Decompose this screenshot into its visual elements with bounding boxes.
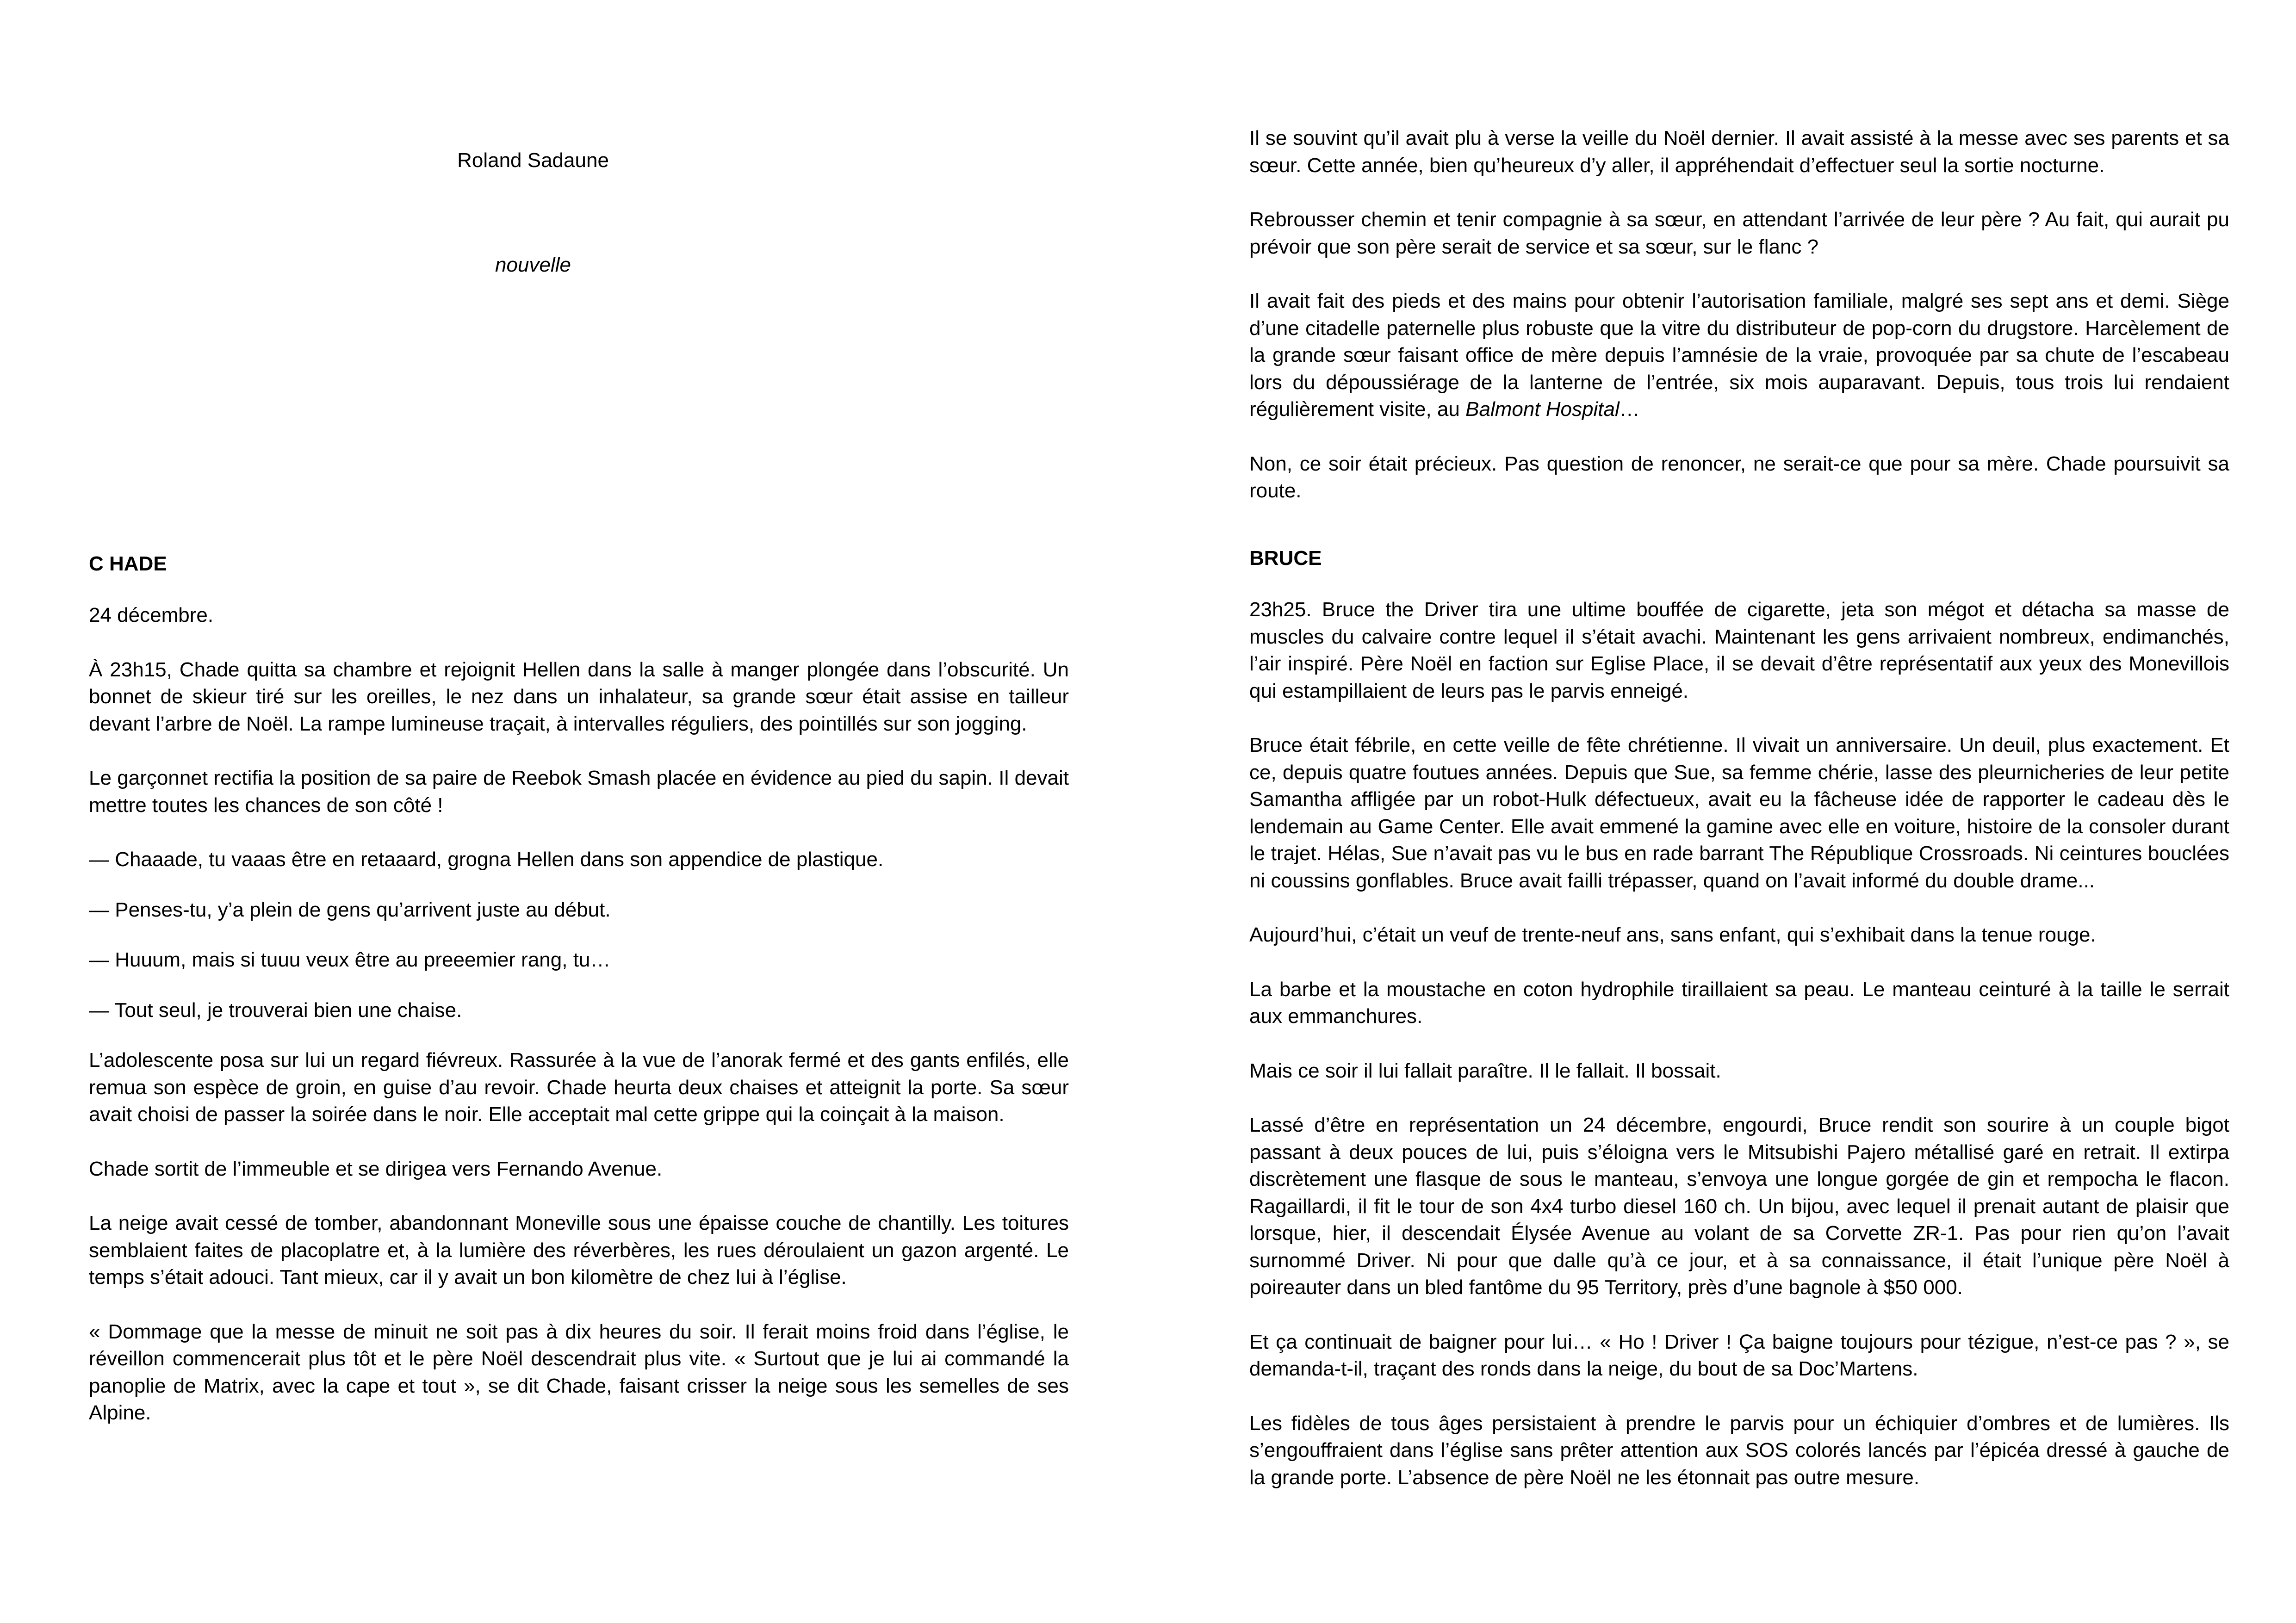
- paragraph: Bruce était fébrile, en cette veille de fête chrétienne. Il vivait un anniversaire. Un deuil, plus exactement. Et ce, depuis quatre foutues années. Depuis que Sue, sa femme chérie, lasse des pleurnicheries de leur petite Samantha affligée par un robot-Hulk défectueux, avait eu la fâcheuse idée de rapporter le cadeau dès le lendemain au Game Center. Elle avait emmené la gamine avec elle en voiture, histoire de la consoler durant le trajet. Hélas, Sue n’avait pas vu le bus en rade barrant The République Crossroads. Ni ceintures bouclées ni coussins gonflables. Bruce avait failli trépasser, quand on l’avait informé du double drame...: [1249, 734, 2229, 892]
- dialogue-line: — Huuum, mais si tuuu veux être au preeemier rang, tu…: [89, 948, 611, 971]
- paragraph-ellipsis: …: [1619, 398, 1640, 421]
- author-name: Roland Sadaune: [457, 149, 609, 172]
- paragraph-text: Il avait fait des pieds et des mains pour obtenir l’autorisation familiale, malgré ses sept ans et demi. Siège d’une citadelle paternelle plus robuste que la vitre du distributeur de pop-corn du drugstore. Harcèlement de la grande sœur faisant office de mère depuis l’amnésie de la vraie, provoquée par sa chute de l’escabeau lors du dépoussiérage de la lanterne de l’entrée, six mois auparavant. Depuis, tous trois lui rendaient régulièrement visite, au: [1249, 290, 2229, 421]
- paragraph: « Dommage que la messe de minuit ne soit pas à dix heures du soir. Il ferait moins froid dans l’église, le réveillon commencerait plus tôt et le père Noël descendrait plus vite. « Surtout que je lui ai commandé la panoplie de Matrix, avec la cape et tout », se dit Chade, faisant crisser la neige sous les semelles de ses Alpine.: [89, 1320, 1069, 1424]
- paragraph: La barbe et la moustache en coton hydrophile tiraillaient sa peau. Le manteau ceinturé à la taille le serrait aux emmanchures.: [1249, 978, 2229, 1028]
- paragraph-hospital: [1249, 288, 2229, 423]
- paragraph: Lassé d’être en représentation un 24 décembre, engourdi, Bruce rendit son sourire à un couple bigot passant à deux pouces de lui, puis s’éloigna vers le Mitsubishi Pajero métallisé garé en retrait. Il extirpa discrètement une flasque de sous le manteau, s’envoya une longue gorgée de gin et rempocha le flacon. Ragaillardi, il fit le tour de son 4x4 turbo diesel 160 ch. Un bijou, avec lequel il prenait autant de plaisir que lorsque, hier, il descendait Élysée Avenue au volant de sa Corvette ZR-1. Pas pour rien qu’on l’avait surnommé Driver. Ni pour que dalle qu’à ce jour, et à sa connaissance, il était l’unique père Noël à poireauter dans un bled fantôme du 95 Territory, près d’une bagnole à $50 000.: [1249, 1114, 2229, 1299]
- dialogue-line: — Chaaade, tu vaaas être en retaaard, grogna Hellen dans son appendice de plastique.: [89, 848, 884, 871]
- right-page: [1249, 0, 2229, 1623]
- paragraph: 23h25. Bruce the Driver tira une ultime bouffée de cigarette, jeta son mégot et détacha sa masse de muscles du calvaire contre lequel il s’était avachi. Maintenant les gens arrivaient nombreux, endimanchés, l’air inspiré. Père Noël en faction sur Eglise Place, il se devait d’être représentatif aux yeux des Monevillois qui estampillaient de leurs pas le parvis enneigé.: [1249, 598, 2229, 702]
- paragraph: Il se souvint qu’il avait plu à verse la veille du Noël dernier. Il avait assisté à la messe avec ses parents et sa sœur. Cette année, bien qu’heureux d’y aller, il appréhendait d’effectuer seul la sortie nocturne.: [1249, 127, 2229, 177]
- section-title-chade: C HADE: [89, 552, 167, 575]
- paragraph: Rebrousser chemin et tenir compagnie à sa sœur, en attendant l’arrivée de leur père ? Au fait, qui aurait pu prévoir que son père serait de service et sa sœur, sur le flanc ?: [1249, 208, 2229, 258]
- paragraph: Et ça continuait de baigner pour lui… « Ho ! Driver ! Ça baigne toujours pour tézigue, n’est-ce pas ? », se demanda-t-il, traçant des ronds dans la neige, du bout de sa Doc’Martens.: [1249, 1330, 2229, 1380]
- paragraph: Non, ce soir était précieux. Pas question de renoncer, ne serait-ce que pour sa mère. Chade poursuivit sa route.: [1249, 452, 2229, 502]
- bruce-section: [1249, 545, 2229, 1518]
- chade-section: [89, 551, 1069, 1454]
- left-page: [89, 0, 1069, 1623]
- hospital-name: Balmont Hospital: [1465, 398, 1620, 421]
- genre-label: nouvelle: [495, 254, 571, 276]
- paragraph: Chade sortit de l’immeuble et se dirigea vers Fernando Avenue.: [89, 1157, 663, 1180]
- paragraph: Le garçonnet rectifia la position de sa paire de Reebok Smash placée en évidence au pied du sapin. Il devait mettre toutes les chances de son côté !: [89, 767, 1069, 817]
- section-title-bruce: BRUCE: [1249, 547, 1322, 570]
- chade-continuation: [1249, 125, 2229, 532]
- dialogue-line: — Penses-tu, y’a plein de gens qu’arrivent juste au début.: [89, 898, 611, 921]
- paragraph: 24 décembre.: [89, 604, 214, 626]
- paragraph: Les fidèles de tous âges persistaient à prendre le parvis pour un échiquier d’ombres et de lumières. Ils s’engouffraient dans l’église sans prêter attention aux SOS colorés lancés par l’épicéa dressé à gauche de la grande porte. L’absence de père Noël ne les étonnait pas outre mesure.: [1249, 1412, 2229, 1489]
- paragraph: Aujourd’hui, c’était un veuf de trente-neuf ans, sans enfant, qui s’exhibait dans la tenue rouge.: [1249, 923, 2096, 946]
- paragraph: La neige avait cessé de tomber, abandonnant Moneville sous une épaisse couche de chantilly. Les toitures semblaient faites de placoplatre et, à la lumière des réverbères, les rues déroulaient un gazon argenté. Le temps s’était adouci. Tant mieux, car il y avait un bon kilomètre de chez lui à l’église.: [89, 1212, 1069, 1288]
- paragraph: L’adolescente posa sur lui un regard fiévreux. Rassurée à la vue de l’anorak fermé et des gants enfilés, elle remua son espèce de groin, en guise d’au revoir. Chade heurta deux chaises et atteignit la porte. Sa sœur avait choisi de passer la soirée dans le noir. Elle acceptait mal cette grippe qui la coinçait à la maison.: [89, 1049, 1069, 1126]
- paragraph: Mais ce soir il lui fallait paraître. Il le fallait. Il bossait.: [1249, 1059, 1721, 1082]
- dialogue-line: — Tout seul, je trouverai bien une chaise.: [89, 998, 462, 1022]
- paragraph: À 23h15, Chade quitta sa chambre et rejoignit Hellen dans la salle à manger plongée dans l’obscurité. Un bonnet de skieur tiré sur les oreilles, le nez dans un inhalateur, sa grande sœur était assise en tailleur devant l’arbre de Noël. La rampe lumineuse traçait, à intervalles réguliers, des pointillés sur son jogging.: [89, 658, 1069, 735]
